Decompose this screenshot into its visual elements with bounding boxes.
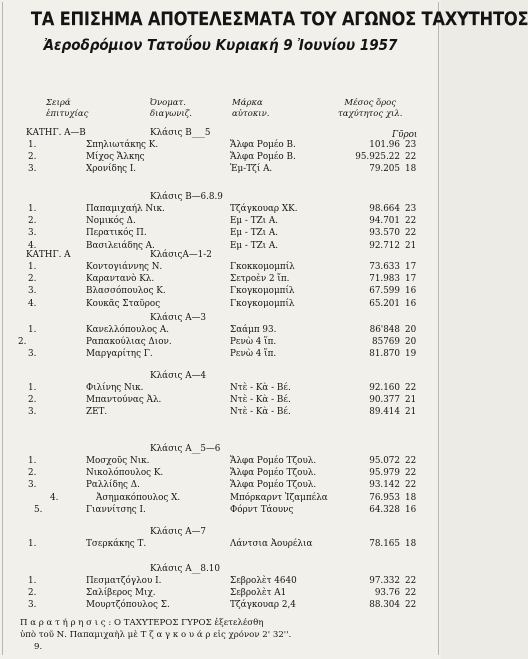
result-row xyxy=(0,467,441,479)
laps-cell: 23 xyxy=(405,140,417,150)
car-cell: Ἐμ-Τζί Α. xyxy=(230,164,273,175)
rank-cell: 4. xyxy=(28,298,37,309)
rank-cell: 2. xyxy=(28,468,37,479)
car-cell: Τζάγκουαρ 2,4 xyxy=(230,600,296,611)
speed-cell: 79.205 xyxy=(369,164,400,175)
result-row xyxy=(0,151,441,163)
speed-cell: 67.599 xyxy=(369,286,400,297)
car-cell: Φόρντ Τάουνς xyxy=(230,504,294,515)
footer-note-line1: Π α ρ α τ ή ρ η σ ι ς : Ο ΤΑΧΥΤΕΡΟΣ ΓΥΡΟΣ ἐξετελέσθη xyxy=(20,618,264,628)
result-row xyxy=(0,227,441,239)
result-row xyxy=(0,599,441,611)
category-heading: ΚΑΤΗΓ. Α—Β xyxy=(26,128,86,138)
driver-cell: Κανελλόπουλος Α. xyxy=(86,325,170,335)
laps-cell: 16 xyxy=(405,286,417,297)
footer-note-line2: ὑπὸ τοῦ Ν. Παπαμιχαὴλ μὲ Τ ζ α γ κ ο υ ά ρ εἰς χρόνον 2' 32''. xyxy=(20,630,292,640)
driver-cell: Φιλίνης Νικ. xyxy=(86,383,144,393)
speed-cell: 89.414 xyxy=(369,407,400,418)
speed-cell: 81.870 xyxy=(369,349,400,360)
rank-cell: 2. xyxy=(28,274,37,285)
speed-cell: 101.96 xyxy=(369,140,400,150)
rank-cell: 1. xyxy=(28,262,37,272)
car-cell: Γκοκκομομπίλ xyxy=(230,262,295,272)
class-heading: Κλάσις Β—6.8.9 xyxy=(150,192,223,202)
laps-cell: 18 xyxy=(405,492,417,503)
result-row xyxy=(0,348,441,360)
speed-cell: 85769 xyxy=(372,337,400,348)
driver-cell: Ραλλίδης Δ. xyxy=(86,480,140,491)
speed-cell: 95.979 xyxy=(369,468,400,479)
rank-cell: 3. xyxy=(28,228,37,239)
car-cell: Μπόρκαρντ Ἰζαμπέλα xyxy=(230,492,328,503)
rank-cell: 3. xyxy=(28,286,37,297)
speed-cell: 92.712 xyxy=(369,240,400,251)
car-cell: Εμ - ΤΖι Α. xyxy=(230,240,279,251)
rank-cell: 2. xyxy=(28,216,37,227)
speed-cell: 71.983 xyxy=(369,274,400,285)
speed-cell: 76.953 xyxy=(369,492,400,503)
car-cell: Ἄλφα Ρομέο Β. xyxy=(230,140,296,150)
laps-cell: 16 xyxy=(405,504,417,515)
laps-cell: 16 xyxy=(405,298,417,309)
result-row xyxy=(0,575,441,587)
result-row xyxy=(0,492,441,504)
driver-cell: Πεσματζόγλου Ι. xyxy=(86,576,162,586)
result-row xyxy=(0,163,441,175)
class-heading: Κλάσις Α—7 xyxy=(150,527,207,537)
car-cell: Τζάγκουαρ ΧΚ. xyxy=(230,204,298,214)
class-heading: Κλάσις Β___5 xyxy=(150,128,211,138)
laps-cell: 17 xyxy=(405,262,417,272)
footer-note-line3: 9. xyxy=(34,642,43,652)
laps-cell: 21 xyxy=(405,240,417,251)
result-row xyxy=(0,455,441,467)
car-cell: Γκογκομομπίλ xyxy=(230,298,295,309)
laps-cell: 17 xyxy=(405,274,417,285)
speed-cell: 95.072 xyxy=(369,456,400,466)
speed-cell: 88.304 xyxy=(369,600,400,611)
driver-cell: Γιαννίτσης Ι. xyxy=(86,504,146,515)
laps-cell: 18 xyxy=(405,164,417,175)
rank-cell: 4. xyxy=(50,492,59,503)
rank-cell: 1. xyxy=(28,325,37,335)
laps-cell: 20 xyxy=(405,337,417,348)
rank-cell: 3. xyxy=(28,407,37,418)
car-cell: Ἄλφα Ρομέο Τζουλ. xyxy=(230,480,317,491)
car-cell: Εμ - ΤΖι Α. xyxy=(230,228,279,239)
laps-cell: 21 xyxy=(405,407,417,418)
car-cell: Ντὲ - Κὰ - Βέ. xyxy=(230,407,291,418)
rank-cell: 3. xyxy=(28,349,37,360)
rank-cell: 2. xyxy=(18,337,27,348)
document-title: ΤΑ ΕΠΙΣΗΜΑ ΑΠΟΤΕΛΕΣΜΑΤΑ ΤΟΥ ΑΓΩΝΟΣ ΤΑΧΥΤΗΤΟΣ xyxy=(30,8,528,30)
speed-cell: 90.377 xyxy=(369,395,400,406)
laps-cell: 20 xyxy=(405,325,417,335)
laps-cell: 22 xyxy=(405,480,417,491)
result-row xyxy=(0,324,441,336)
rank-cell: 1. xyxy=(28,383,37,393)
class-heading: ΚλάσιςΑ—1-2 xyxy=(150,250,212,260)
car-cell: Σετροὲν 2 ἵπ. xyxy=(230,274,290,285)
driver-cell: Ἀσημακόπουλος Χ. xyxy=(96,492,181,503)
result-row xyxy=(0,479,441,491)
driver-cell: Τσερκάκης Τ. xyxy=(86,539,147,549)
result-row xyxy=(0,215,441,227)
speed-cell: 93.76 xyxy=(374,588,400,599)
driver-cell: Μπαντούνας Ἀλ. xyxy=(86,395,162,406)
driver-cell: Μίχος Ἄλκης xyxy=(86,152,145,163)
result-row xyxy=(0,587,441,599)
result-row xyxy=(0,406,441,418)
car-cell: Ντὲ - Κὰ - Βέ. xyxy=(230,383,291,393)
result-row xyxy=(0,538,441,550)
car-cell: Σεβρολὲτ Α1 xyxy=(230,588,287,599)
car-cell: Ρενὼ 4 ἵπ. xyxy=(230,337,277,348)
speed-cell: 93.570 xyxy=(369,228,400,239)
result-row xyxy=(0,139,441,151)
speed-cell: 92.160 xyxy=(369,383,400,393)
driver-cell: Ραπακούλιας Διον. xyxy=(86,337,172,348)
driver-cell: Μαργαρίτης Γ. xyxy=(86,349,153,360)
driver-cell: Νομικός Δ. xyxy=(86,216,136,227)
rank-cell: 1. xyxy=(28,456,37,466)
driver-cell: Κουκᾶς Σταῦρος xyxy=(86,298,161,309)
rank-cell: 1. xyxy=(28,204,37,214)
laps-cell: 22 xyxy=(405,468,417,479)
header-driver: Ὀνοματ. διαγωνιζ. xyxy=(150,98,193,119)
speed-cell: 65.201 xyxy=(369,298,400,309)
driver-cell: Μουρτζόπουλος Σ. xyxy=(86,600,170,611)
car-cell: Ρενὼ 4 ἵπ. xyxy=(230,349,277,360)
laps-cell: 22 xyxy=(405,216,417,227)
result-row xyxy=(0,261,441,273)
laps-cell: 22 xyxy=(405,228,417,239)
document-subtitle: Ἀεροδρόμιον Τατοΰου Κυριακή 9 Ἰουνίου 1957 xyxy=(43,36,398,54)
rank-cell: 2. xyxy=(28,395,37,406)
car-cell: Σεβρολὲτ 4640 xyxy=(230,576,297,586)
rank-cell: 1. xyxy=(28,576,37,586)
speed-cell: 86'848 xyxy=(369,325,400,335)
result-row xyxy=(0,382,441,394)
speed-cell: 94.701 xyxy=(369,216,400,227)
laps-cell: 22 xyxy=(405,588,417,599)
car-cell: Σαάμπ 93. xyxy=(230,325,277,335)
speed-cell: 78.165 xyxy=(369,539,400,549)
car-cell: Ἄλφα Ρομέο Τζουλ. xyxy=(230,468,317,479)
speed-cell: 98.664 xyxy=(369,204,400,214)
result-row xyxy=(0,394,441,406)
laps-cell: 21 xyxy=(405,395,417,406)
car-cell: Ἄλφα Ρομέο Β. xyxy=(230,152,296,163)
header-car: Μάρκα αὐτοκιν. xyxy=(232,98,270,119)
rank-cell: 2. xyxy=(28,588,37,599)
speed-cell: 64.328 xyxy=(369,504,400,515)
laps-cell: 22 xyxy=(405,600,417,611)
car-cell: Λάντσια Ἀουρέλια xyxy=(230,539,313,549)
driver-cell: Χρονίδης Ι. xyxy=(86,164,137,175)
class-heading: Κλάσις Α__5—6 xyxy=(150,444,221,454)
car-cell: Ἄλφα Ρομέο Τζουλ. xyxy=(230,456,317,466)
laps-header: Γῦροι xyxy=(392,130,418,140)
speed-cell: 73.633 xyxy=(369,262,400,272)
laps-cell: 22 xyxy=(405,383,417,393)
driver-cell: Σαλίβερος Μιχ. xyxy=(86,588,156,599)
rank-cell: 5. xyxy=(34,504,43,515)
driver-cell: Κοντογιάννης Ν. xyxy=(86,262,163,272)
rank-cell: 1. xyxy=(28,140,37,150)
driver-cell: Βασιλειάδης Α. xyxy=(86,240,155,251)
car-cell: Ντὲ - Κὰ - Βέ. xyxy=(230,395,291,406)
result-row xyxy=(0,203,441,215)
rank-cell: 3. xyxy=(28,600,37,611)
laps-cell: 18 xyxy=(405,539,417,549)
rank-cell: 4. xyxy=(28,240,37,251)
laps-cell: 23 xyxy=(405,204,417,214)
class-heading: Κλάσις Α—4 xyxy=(150,371,207,381)
result-row xyxy=(0,504,441,516)
driver-cell: Βλασσόπουλος Κ. xyxy=(86,286,166,297)
header-rank: Σειρά ἐπιτυχίας xyxy=(46,98,89,119)
category-heading: ΚΑΤΗΓ. Α xyxy=(26,250,71,260)
speed-cell: 97.332 xyxy=(369,576,400,586)
laps-cell: 22 xyxy=(405,576,417,586)
rank-cell: 3. xyxy=(28,480,37,491)
laps-cell: 22 xyxy=(405,456,417,466)
car-cell: Γκογκομομπίλ xyxy=(230,286,295,297)
driver-cell: Νικολόπουλος Κ. xyxy=(86,468,164,479)
result-row xyxy=(0,298,441,310)
car-cell: Εμ - ΤΖι Α. xyxy=(230,216,279,227)
driver-cell: Σπηλιωτάκης Κ. xyxy=(86,140,159,150)
speed-cell: 93.142 xyxy=(369,480,400,491)
result-row xyxy=(0,285,441,297)
rank-cell: 1. xyxy=(28,539,37,549)
result-row xyxy=(0,273,441,285)
class-heading: Κλάσις Α__8.10 xyxy=(150,564,221,574)
result-row xyxy=(0,336,441,348)
driver-cell: Παπαμιχαήλ Νικ. xyxy=(86,204,165,214)
driver-cell: Καραντανὸ Κλ. xyxy=(86,274,155,285)
laps-cell: 22 xyxy=(405,152,417,163)
speed-cell: 95.925.22 xyxy=(355,152,400,163)
driver-cell: Περατικός Π. xyxy=(86,228,147,239)
class-heading: Κλάσις Α—3 xyxy=(150,313,207,323)
laps-cell: 19 xyxy=(405,349,417,360)
driver-cell: Μοσχοῦς Νικ. xyxy=(86,456,150,466)
rank-cell: 2. xyxy=(28,152,37,163)
driver-cell: ΖΕΤ. xyxy=(86,407,108,418)
header-speed: Μέσος ὅρος ταχύτητος χιλ. xyxy=(338,98,403,119)
rank-cell: 3. xyxy=(28,164,37,175)
